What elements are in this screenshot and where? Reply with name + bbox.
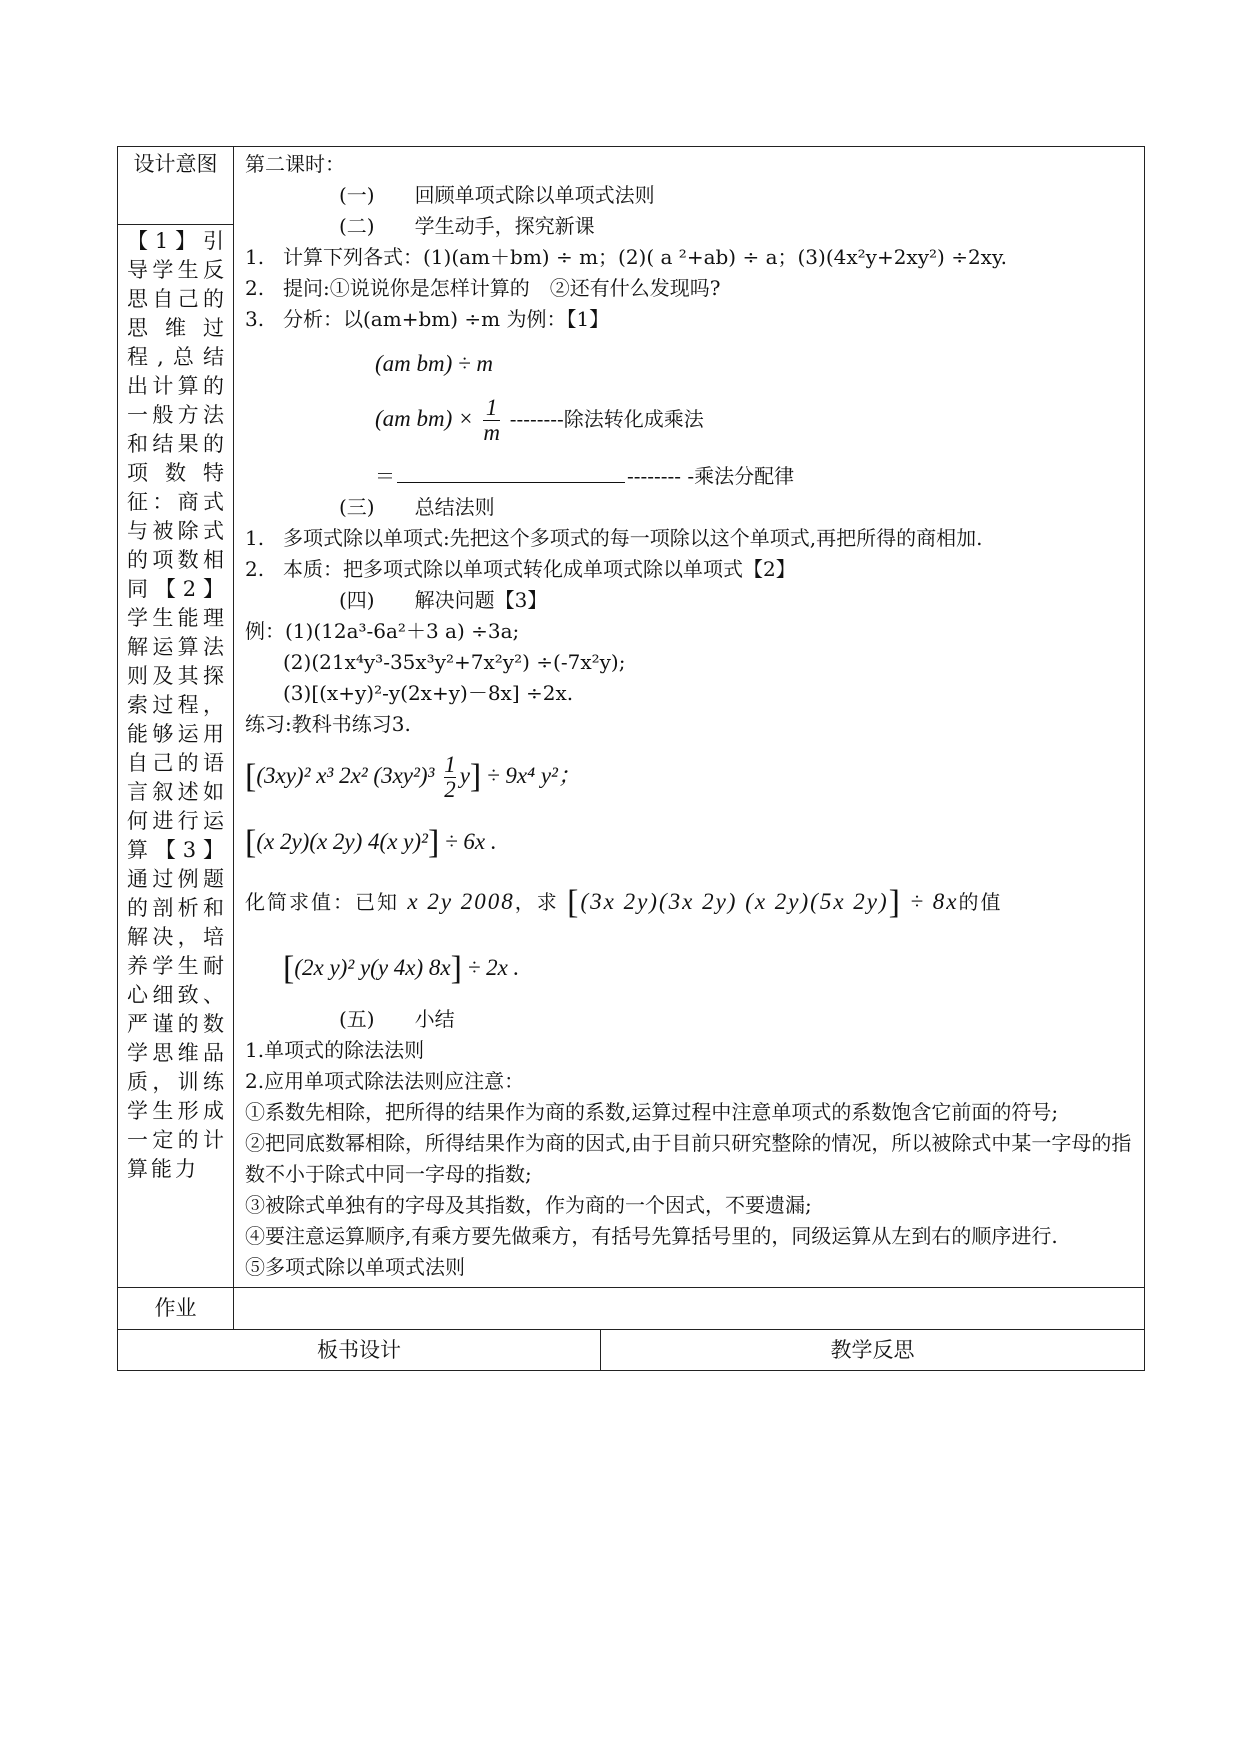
section-2-title: (二) 学生动手，探究新课	[339, 214, 595, 238]
lesson-plan-table	[117, 146, 1145, 1371]
derivation-line-2: (am bm) × $\frac{1}{m}$ --------除法转化成乘法	[375, 395, 704, 446]
example-1: 例：(1)(12a³-6a²＋3 a) ÷3a;	[245, 619, 520, 643]
section-1-title: (一) 回顾单项式除以单项式法则	[339, 183, 655, 207]
derivation-line-1: (am bm) ÷ m	[375, 351, 494, 376]
summary-point-c: ③被除式单独有的字母及其指数，作为商的一个因式，不要遗漏;	[245, 1193, 812, 1217]
practice-heading: 练习:教科书练习3.	[245, 712, 411, 736]
summary-2: 2.应用单项式除法法则应注意：	[245, 1069, 525, 1093]
section-3-title: (三) 总结法则	[339, 495, 495, 519]
summary-point-e: ⑤多项式除以单项式法则	[245, 1255, 465, 1279]
item-1: 1. 计算下列各式：(1)(am＋bm) ÷ m；(2)( a ²+ab) ÷ a；(3)(4x²y+2xy²) ÷2xy.	[245, 245, 1007, 269]
summary-1: 1.单项式的除法法则	[245, 1038, 425, 1062]
item-3: 3. 分析：以(am+bm) ÷m 为例：【1】	[245, 307, 610, 331]
homework-label: 作业	[118, 1288, 234, 1330]
simplify-evaluate: 化简求值：已知 x 2y 2008，求 [(3x 2y)(3x 2y) (x 2y)(5x 2y)] ÷ 8x的值	[245, 884, 1003, 921]
fraction-one-half: $\frac{1}{2}$	[444, 752, 456, 803]
summary-point-d: ④要注意运算顺序,有乘方要先做乘方，有括号先算括号里的，同级运算从左到右的顺序进行.	[245, 1224, 1058, 1248]
lesson-heading: 第二课时：	[245, 152, 345, 176]
board-design-label: 板书设计	[118, 1330, 601, 1371]
design-intent-label: 设计意图	[118, 147, 234, 225]
example-3: (3)[(x+y)²-y(2x+y)－8x] ÷2x.	[283, 681, 574, 705]
teaching-reflection-label: 教学反思	[601, 1330, 1145, 1371]
summary-point-a: ①系数先相除，把所得的结果作为商的系数,运算过程中注意单项式的系数饱含它前面的符号;	[245, 1100, 1059, 1124]
summary-point-b: ②把同底数幂相除，所得结果作为商的因式,由于目前只研究整除的情况，所以被除式中某一字母的指数不小于除式中同一字母的指数;	[245, 1131, 1132, 1186]
derivation-line-3: ＝ -------- -乘法分配律	[375, 464, 795, 488]
rule-2: 2. 本质：把多项式除以单项式转化成单项式除以单项式【2】	[245, 557, 796, 581]
lesson-content	[234, 147, 1145, 1288]
homework-cell	[234, 1288, 1145, 1330]
design-intent-text: 【1】引导学生反思自己的思维过程,总结出计算的一般方法和结果的项数特征：商式与被除式的项数相同【2】学生能理解运算法则及其探索过程，能够运用自己的语言叙述如何进行运算【3】通过例题的剖析和解决，培养学生耐心细致、严谨的数学思维品质，训练学生形成一定的计算能力	[118, 225, 234, 1288]
practice-expression-4: [(2x y)² y(y 4x) 8x] ÷ 2x .	[283, 950, 520, 987]
lesson-plan-sheet	[117, 146, 1144, 1371]
item-2: 2. 提问:①说说你是怎样计算的 ②还有什么发现吗?	[245, 276, 721, 300]
practice-expression-2: [(x 2y)(x 2y) 4(x y)²] ÷ 6x .	[245, 824, 497, 861]
section-4-title: (四) 解决问题【3】	[339, 588, 548, 612]
section-5-title: (五) 小结	[339, 1007, 455, 1031]
rule-1: 1. 多项式除以单项式:先把这个多项式的每一项除以这个单项式,再把所得的商相加.	[245, 526, 983, 550]
fill-in-blank	[397, 462, 625, 483]
practice-expression-1: [(3xy)² x³ 2x² (3xy²)³ $\frac{1}{2}$ y] ÷ 9x⁴ y²；	[245, 752, 581, 803]
example-2: (2)(21x⁴y³-35x³y²+7x²y²) ÷(-7x²y);	[283, 650, 626, 674]
fraction-one-over-m: $\frac{1}{m}$	[483, 395, 500, 446]
